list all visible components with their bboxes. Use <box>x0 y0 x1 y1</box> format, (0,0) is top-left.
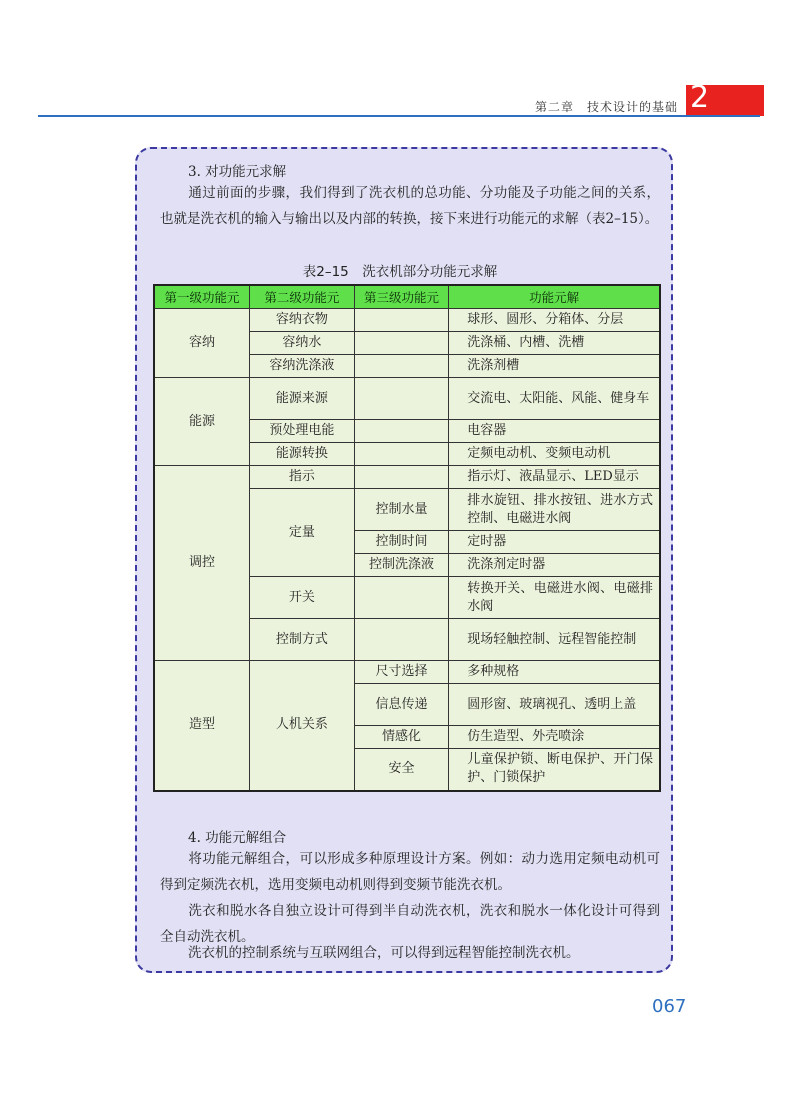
solution-cell: 多种规格 <box>449 661 660 684</box>
chapter-title: 第二章 技术设计的基础 <box>534 100 678 114</box>
solution-cell: 洗涤剂定时器 <box>449 554 660 577</box>
solution-cell: 仿生造型、外壳喷涂 <box>449 726 660 749</box>
level2-cell: 开关 <box>250 577 355 619</box>
solution-cell: 指示灯、液晶显示、LED显示 <box>449 466 660 489</box>
level3-cell: 情感化 <box>354 726 449 749</box>
level1-cell: 能源 <box>154 378 250 466</box>
level3-cell <box>354 332 449 355</box>
section-4-text-3: 洗衣机的控制系统与互联网组合，可以得到远程智能控制洗衣机。 <box>188 945 580 961</box>
solution-cell: 电容器 <box>449 420 660 443</box>
level2-cell: 定量 <box>250 489 355 577</box>
chapter-number: 2 <box>690 80 710 115</box>
section-3-title: 3. 对功能元求解 <box>188 164 287 180</box>
level3-cell: 信息传递 <box>354 684 449 726</box>
table-header-row <box>154 285 660 309</box>
header-solution: 功能元解 <box>449 285 660 309</box>
level2-cell: 能源来源 <box>250 378 355 420</box>
table-row <box>154 309 660 332</box>
solution-cell: 洗涤桶、内槽、洗槽 <box>449 332 660 355</box>
solution-cell: 洗涤剂槽 <box>449 355 660 378</box>
level1-cell: 造型 <box>154 661 250 791</box>
level1-cell: 调控 <box>154 466 250 661</box>
level2-cell: 容纳水 <box>250 332 355 355</box>
header-rule <box>38 115 760 117</box>
level2-cell: 控制方式 <box>250 619 355 661</box>
header-level1: 第一级功能元 <box>154 285 250 309</box>
solution-cell: 交流电、太阳能、风能、健身车 <box>449 378 660 420</box>
solution-cell: 定时器 <box>449 531 660 554</box>
section-3-paragraph <box>160 180 660 232</box>
section-4-title: 4. 功能元解组合 <box>188 830 287 846</box>
level3-cell: 尺寸选择 <box>354 661 449 684</box>
level3-cell: 控制水量 <box>354 489 449 531</box>
level3-cell: 控制洗涤液 <box>354 554 449 577</box>
table-row <box>154 661 660 684</box>
solution-cell: 儿童保护锁、断电保护、开门保护、门锁保护 <box>449 749 660 791</box>
level3-cell: 安全 <box>354 749 449 791</box>
level2-cell: 指示 <box>250 466 355 489</box>
level3-cell <box>354 443 449 466</box>
function-table <box>153 284 661 792</box>
level2-cell: 容纳衣物 <box>250 309 355 332</box>
table-row <box>154 466 660 489</box>
level1-cell: 容纳 <box>154 309 250 378</box>
level3-cell <box>354 378 449 420</box>
level3-cell <box>354 420 449 443</box>
table-row <box>154 378 660 420</box>
level3-cell <box>354 577 449 619</box>
level2-cell: 预处理电能 <box>250 420 355 443</box>
table-caption: 表2–15 洗衣机部分功能元求解 <box>302 264 498 280</box>
solution-cell: 球形、圆形、分箱体、分层 <box>449 309 660 332</box>
level3-cell <box>354 466 449 489</box>
solution-cell: 现场轻触控制、远程智能控制 <box>449 619 660 661</box>
section-4-paragraph-3 <box>160 940 660 966</box>
level3-cell: 控制时间 <box>354 531 449 554</box>
header-level3: 第三级功能元 <box>354 285 449 309</box>
section-4-text-2: 洗衣和脱水各自独立设计可得到半自动洗衣机，洗衣和脱水一体化设计可得到全自动洗衣机。 <box>160 903 660 945</box>
solution-cell: 排水旋钮、排水按钮、进水方式控制、电磁进水阀 <box>449 489 660 531</box>
solution-cell: 圆形窗、玻璃视孔、透明上盖 <box>449 684 660 726</box>
solution-cell: 定频电动机、变频电动机 <box>449 443 660 466</box>
header-level2: 第二级功能元 <box>250 285 355 309</box>
page-number: 067 <box>652 996 687 1017</box>
section-4-paragraph-1 <box>160 846 660 898</box>
level3-cell <box>354 619 449 661</box>
level2-cell: 人机关系 <box>250 661 355 791</box>
solution-cell: 转换开关、电磁进水阀、电磁排水阀 <box>449 577 660 619</box>
section-3-text: 通过前面的步骤，我们得到了洗衣机的总功能、分功能及子功能之间的关系，也就是洗衣机的输入与输出以及内部的转换，接下来进行功能元的求解（表2–15）。 <box>160 185 660 227</box>
level3-cell <box>354 355 449 378</box>
level2-cell: 容纳洗涤液 <box>250 355 355 378</box>
level2-cell: 能源转换 <box>250 443 355 466</box>
section-4-text-1: 将功能元解组合，可以形成多种原理设计方案。例如：动力选用定频电动机可得到定频洗衣机，选用变频电动机则得到变频节能洗衣机。 <box>160 851 660 893</box>
level3-cell <box>354 309 449 332</box>
